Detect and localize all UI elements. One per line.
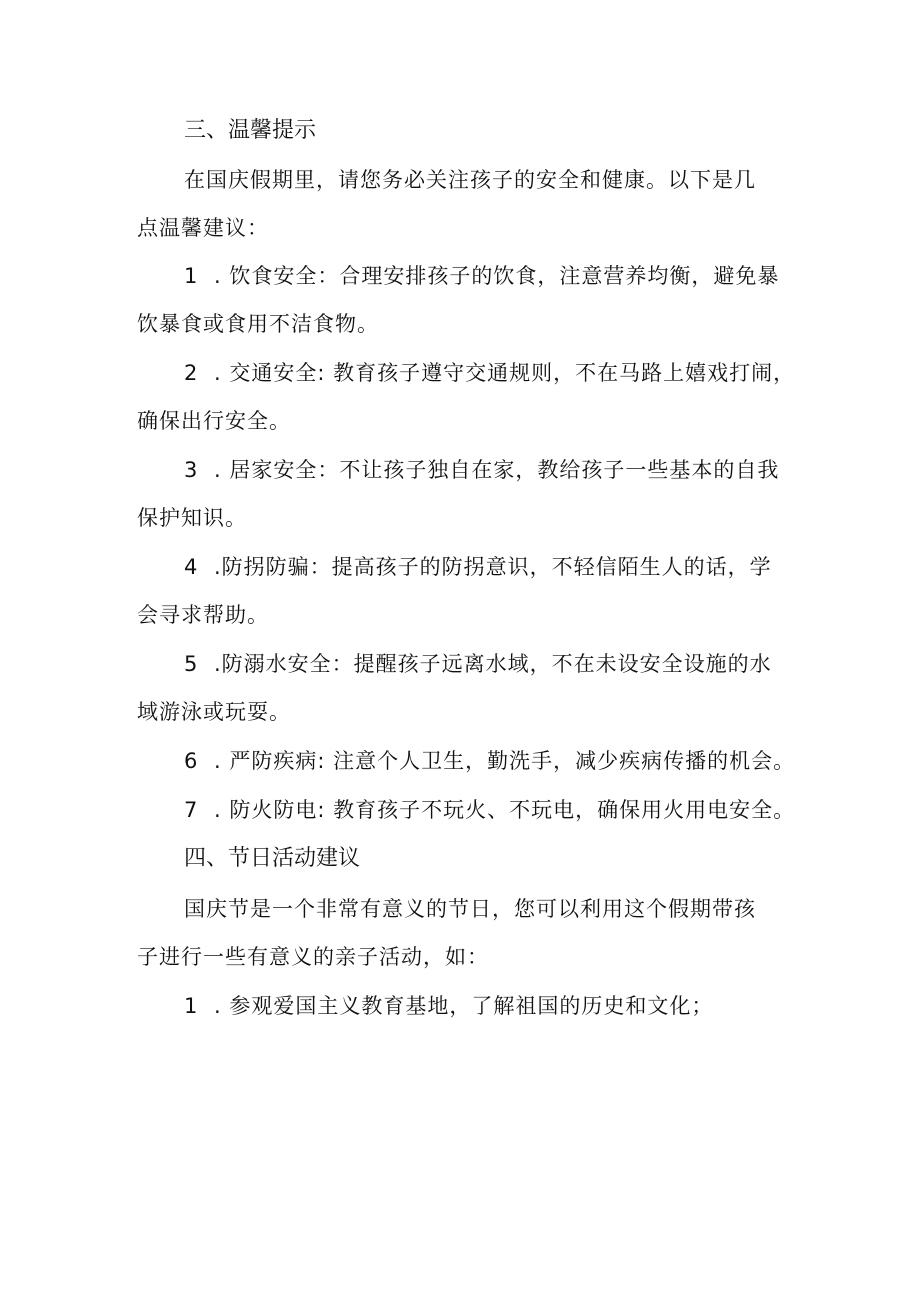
tip-item-text: . 饮食安全：合理安排孩子的饮食，注意营养均衡，避免暴: [214, 264, 780, 288]
section3-heading: 三、温馨提示: [184, 118, 317, 143]
tip-item-number: 4: [184, 555, 199, 579]
tip-item-number: 7: [184, 798, 199, 822]
section3-intro-line2: 点温馨建议：: [137, 216, 269, 240]
activity-item-text: . 参观爱国主义教育基地，了解祖国的历史和文化；: [214, 994, 714, 1018]
section4-intro-line1: 国庆节是一个非常有意义的节日，您可以利用这个假期带孩: [184, 897, 756, 921]
tip-item-1-cont: 饮暴食或食用不洁食物。: [137, 312, 379, 336]
tip-item-4-cont: 会寻求帮助。: [137, 603, 269, 627]
tip-item-text: .防溺水安全：提醒孩子远离水域，不在未设安全设施的水: [214, 652, 772, 676]
tip-item-text: . 交通安全: 教育孩子遵守交通规则，不在马路上嬉戏打闹，: [214, 361, 796, 385]
section4-heading: 四、节日活动建议: [184, 846, 361, 871]
tip-item-5: [184, 648, 772, 680]
tip-item-1: [184, 260, 779, 292]
activity-item-number: 1: [184, 994, 199, 1018]
tip-item-text: . 居家安全：不让孩子独自在家，教给孩子一些基本的自我: [214, 458, 780, 482]
tip-item-number: 5: [184, 652, 199, 676]
tip-item-6: [184, 745, 795, 777]
tip-item-5-cont: 域游泳或玩耍。: [137, 700, 291, 724]
tip-item-4: [184, 551, 772, 583]
section3-intro-line1: 在国庆假期里，请您务必关注孩子的安全和健康。以下是几: [184, 168, 756, 192]
tip-item-number: 3: [184, 458, 199, 482]
tip-item-2: [184, 357, 795, 389]
tip-item-2-cont: 确保出行安全。: [137, 409, 291, 433]
tip-item-number: 2: [184, 361, 199, 385]
tip-item-7: [184, 794, 795, 826]
tip-item-3-cont: 保护知识。: [137, 506, 247, 530]
activity-item-1: [184, 990, 713, 1022]
section4-intro-line2: 子进行一些有意义的亲子活动，如：: [137, 945, 489, 969]
tip-item-number: 6: [184, 749, 199, 773]
tip-item-text: . 防火防电: 教育孩子不玩火、不玩电，确保用火用电安全。: [214, 798, 796, 822]
tip-item-text: .防拐防骗：提高孩子的防拐意识，不轻信陌生人的话，学: [214, 555, 772, 579]
tip-item-3: [184, 454, 779, 486]
tip-item-text: . 严防疾病: 注意个人卫生，勤洗手，减少疾病传播的机会。: [214, 749, 796, 773]
tip-item-number: 1: [184, 264, 199, 288]
